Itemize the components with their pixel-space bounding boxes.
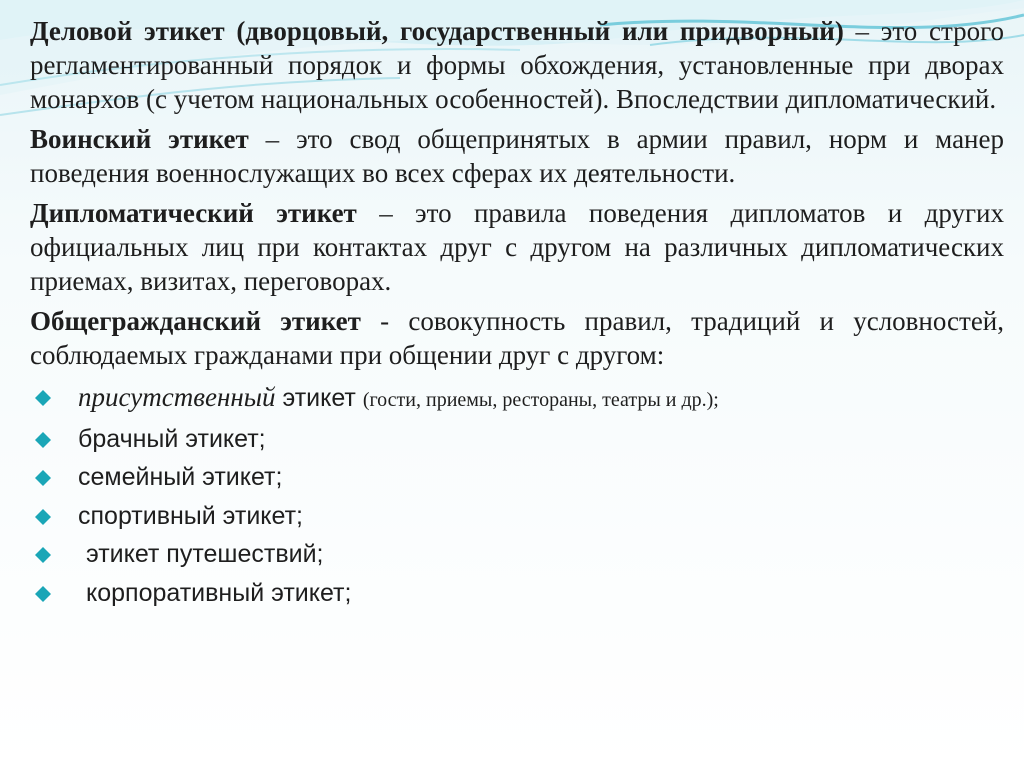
diamond-bullet-icon bbox=[34, 508, 52, 526]
definition-military-etiquette: – это свод общепринятых в армии правил, норм и манер поведения военнослужащих во всех сферах их деятельности. bbox=[30, 124, 1004, 188]
slide-content bbox=[30, 14, 1004, 612]
list-item bbox=[30, 420, 1004, 459]
list-item-text: этикет путешествий; bbox=[86, 540, 324, 568]
definition-diplomatic-etiquette: – это правила поведения дипломатов и других официальных лиц при контактах друг с другом на различных дипломатических приемах, визитах, переговорах. bbox=[30, 198, 1004, 296]
list-item bbox=[30, 535, 1004, 574]
term-civil-etiquette: Общегражданский этикет bbox=[30, 306, 361, 336]
term-military-etiquette: Воинский этикет bbox=[30, 124, 249, 154]
list-item-text: корпоративный этикет; bbox=[86, 578, 352, 607]
list-item bbox=[30, 574, 1004, 613]
paragraph-diplomatic-etiquette bbox=[30, 196, 1004, 298]
list-item-note: (гости, приемы, рестораны, театры и др.); bbox=[362, 389, 719, 411]
list-item bbox=[30, 497, 1004, 536]
list-item-word: этикет bbox=[275, 384, 363, 412]
etiquette-types-list bbox=[30, 378, 1004, 612]
diamond-bullet-icon bbox=[34, 585, 52, 603]
list-item-text: семейный этикет; bbox=[78, 463, 283, 491]
definition-civil-etiquette: - совокупность правил, традиций и условностей, соблюдаемых гражданами при общении друг с другом: bbox=[30, 306, 1005, 370]
list-item-text: спортивный этикет; bbox=[78, 501, 303, 530]
term-diplomatic-etiquette: Дипломатический этикет bbox=[30, 198, 357, 228]
diamond-bullet-icon bbox=[34, 431, 52, 449]
list-item-text: брачный этикет; bbox=[78, 424, 266, 453]
list-item bbox=[30, 378, 1004, 420]
paragraph-military-etiquette bbox=[30, 122, 1004, 190]
term-business-etiquette: Деловой этикет (дворцовый, государственный или придворный) bbox=[30, 16, 844, 46]
diamond-bullet-icon bbox=[34, 546, 52, 564]
list-item-italic: присутственный bbox=[78, 382, 276, 412]
paragraph-business-etiquette bbox=[30, 14, 1004, 116]
definition-business-etiquette: – это строго регламентированный порядок и формы обхождения, установленные при дворах монархов (с учетом национальных особенностей). Впоследствии дипломатический. bbox=[30, 16, 1005, 114]
list-item bbox=[30, 458, 1004, 497]
diamond-bullet-icon bbox=[34, 469, 52, 487]
diamond-bullet-icon bbox=[34, 389, 52, 407]
paragraph-civil-etiquette bbox=[30, 304, 1004, 372]
